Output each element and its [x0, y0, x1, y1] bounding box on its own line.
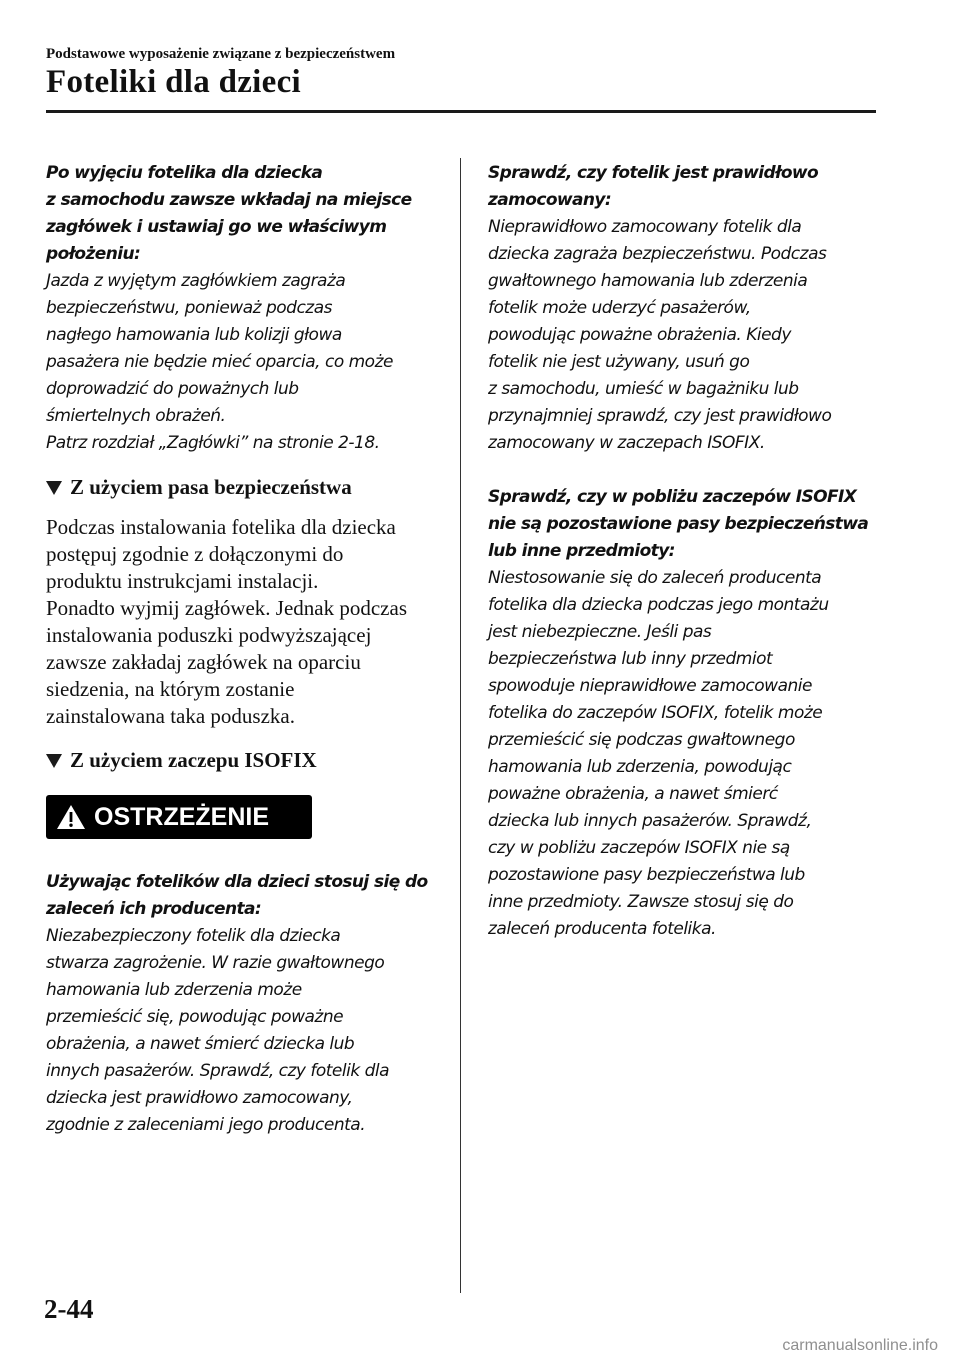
text-line: nagłego hamowania lub kolizji głowa — [46, 325, 342, 345]
header-rule — [46, 110, 876, 113]
text-line: z samochodu, umieść w bagażniku lub — [488, 379, 799, 399]
text-line: Podczas instalowania fotelika dla dziecka — [46, 515, 396, 539]
text-line: Patrz rozdział „Zagłówki” na stronie 2-18. — [46, 433, 380, 453]
text-line: położeniu: — [46, 244, 141, 264]
check-mount-heading — [488, 160, 886, 214]
text-line: bezpieczeństwu, ponieważ podczas — [46, 298, 332, 318]
check-belts-body — [488, 565, 886, 943]
text-line: dziecka jest prawidłowo zamocowany, — [46, 1088, 353, 1108]
text-line: zamocowany w zaczepach ISOFIX. — [488, 433, 765, 453]
text-line: zainstalowana taka poduszka. — [46, 704, 295, 728]
text-line: przemieścić się, powodując poważne — [46, 1007, 344, 1027]
text-line: gwałtownego hamowania lub zderzenia — [488, 271, 808, 291]
text-line: Niezabezpieczony fotelik dla dziecka — [46, 926, 341, 946]
text-line: zawsze zakładaj zagłówek na oparciu — [46, 650, 361, 674]
page-number: 2-44 — [44, 1294, 94, 1324]
triangle-bullet-icon — [46, 481, 62, 495]
seatbelt-section-heading — [46, 475, 444, 500]
check-belts-warning — [488, 484, 886, 943]
isofix-section-title: Z użyciem zaczepu ISOFIX — [70, 748, 317, 772]
seatbelt-section-title: Z użyciem pasa bezpieczeństwa — [70, 475, 352, 499]
text-line: Sprawdź, czy w pobliżu zaczepów ISOFIX — [488, 487, 857, 507]
text-line: pozostawione pasy bezpieczeństwa lub — [488, 865, 805, 885]
isofix-section-heading — [46, 748, 444, 773]
text-line: pasażera nie będzie mieć oparcia, co może — [46, 352, 393, 372]
text-line: czy w pobliżu zaczepów ISOFIX nie są — [488, 838, 790, 858]
text-line: zaleceń ich producenta: — [46, 899, 262, 919]
text-line: innych pasażerów. Sprawdź, czy fotelik dla — [46, 1061, 390, 1081]
text-line: obrażenia, a nawet śmierć dziecka lub — [46, 1034, 355, 1054]
spacer — [488, 457, 886, 484]
isofix-warning-body — [46, 923, 444, 1139]
text-line: przynajmniej sprawdź, czy jest prawidłowo — [488, 406, 832, 426]
page-title: Foteliki dla dzieci — [46, 64, 302, 100]
text-line: zgodnie z zaleceniami jego producenta. — [46, 1115, 366, 1135]
warning-badge — [46, 795, 312, 839]
text-line: Niestosowanie się do zaleceń producenta — [488, 568, 822, 588]
text-line: z samochodu zawsze wkładaj na miejsce — [46, 190, 412, 210]
headrest-warning-heading — [46, 160, 444, 268]
isofix-warning-heading — [46, 869, 444, 923]
text-line: spowoduje nieprawidłowe zamocowanie — [488, 676, 812, 696]
text-line: stwarza zagrożenie. W razie gwałtownego — [46, 953, 385, 973]
text-line: hamowania lub zderzenia, powodując — [488, 757, 792, 777]
text-line: fotelika dla dziecka podczas jego montażu — [488, 595, 829, 615]
check-mount-body — [488, 214, 886, 457]
triangle-bullet-icon — [46, 754, 62, 768]
text-line: jest niebezpieczne. Jeśli pas — [488, 622, 712, 642]
right-column — [488, 160, 886, 943]
text-line: Ponadto wyjmij zagłówek. Jednak podczas — [46, 596, 407, 620]
text-line: fotelik nie jest używany, usuń go — [488, 352, 750, 372]
headrest-warning-body — [46, 268, 444, 457]
seatbelt-section-body — [46, 514, 444, 730]
text-line: fotelika do zaczepów ISOFIX, fotelik może — [488, 703, 823, 723]
text-line: produktu instrukcjami instalacji. — [46, 569, 319, 593]
text-line: Jazda z wyjętym zagłówkiem zagraża — [46, 271, 346, 291]
text-line: powodując poważne obrażenia. Kiedy — [488, 325, 791, 345]
watermark: carmanualsonline.info — [782, 1337, 938, 1354]
column-divider — [460, 158, 461, 1293]
text-line: dziecka zagraża bezpieczeństwu. Podczas — [488, 244, 827, 264]
check-mount-warning — [488, 160, 886, 457]
text-line: Używając fotelików dla dzieci stosuj się do — [46, 872, 428, 892]
headrest-warning — [46, 160, 444, 457]
text-line: fotelik może uderzyć pasażerów, — [488, 298, 751, 318]
text-line: inne przedmioty. Zawsze stosuj się do — [488, 892, 794, 912]
left-column — [46, 160, 444, 1139]
text-line: Po wyjęciu fotelika dla dziecka — [46, 163, 323, 183]
text-line: lub inne przedmioty: — [488, 541, 675, 561]
check-belts-heading — [488, 484, 886, 565]
text-line: postępuj zgodnie z dołączonymi do — [46, 542, 344, 566]
text-line: instalowania poduszki podwyższającej — [46, 623, 372, 647]
text-line: siedzenia, na którym zostanie — [46, 677, 295, 701]
text-line: przemieścić się podczas gwałtownego — [488, 730, 795, 750]
breadcrumb: Podstawowe wyposażenie związane z bezpieczeństwem — [46, 46, 396, 62]
text-line: zagłówek i ustawiaj go we właściwym — [46, 217, 387, 237]
text-line: nie są pozostawione pasy bezpieczeństwa — [488, 514, 869, 534]
text-line: śmiertelnych obrażeń. — [46, 406, 226, 426]
text-line: Nieprawidłowo zamocowany fotelik dla — [488, 217, 802, 237]
text-line: dziecka lub innych pasażerów. Sprawdź, — [488, 811, 812, 831]
isofix-warning — [46, 869, 444, 1139]
text-line: zamocowany: — [488, 190, 612, 210]
text-line: Sprawdź, czy fotelik jest prawidłowo — [488, 163, 819, 183]
text-line: poważne obrażenia, a nawet śmierć — [488, 784, 778, 804]
text-line: zaleceń producenta fotelika. — [488, 919, 716, 939]
warning-label: OSTRZEŻENIE — [94, 802, 270, 831]
text-line: doprowadzić do poważnych lub — [46, 379, 299, 399]
text-line: hamowania lub zderzenia może — [46, 980, 302, 1000]
text-line: bezpieczeństwa lub inny przedmiot — [488, 649, 773, 669]
warning-triangle-icon — [56, 804, 86, 830]
